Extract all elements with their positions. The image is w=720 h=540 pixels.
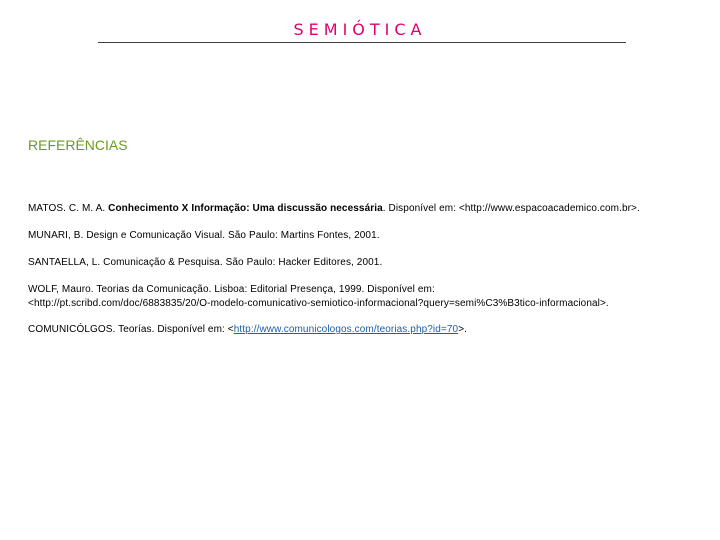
section-heading: REFERÊNCIAS: [28, 137, 128, 153]
reference-comunicologos-end: >.: [458, 324, 468, 335]
reference-comunicologos-link[interactable]: http://www.comunicologos.com/teorias.php?id=70: [233, 324, 459, 335]
reference-comunicologos-text: COMUNICÓLGOS. Teorías. Disponível em: <: [28, 324, 234, 335]
title-divider: [98, 42, 626, 43]
page-title: SEMIÓTICA: [293, 20, 427, 39]
reference-list: [28, 202, 708, 350]
reference-matos-title: Conhecimento X Informação: Uma discussão necessária: [108, 203, 383, 214]
reference-matos-author: MATOS. C. M. A.: [28, 203, 109, 214]
reference-munari: MUNARI, B. Design e Comunicação Visual. São Paulo: Martins Fontes, 2001.: [28, 230, 380, 241]
reference-wolf: [28, 283, 708, 311]
reference-matos: [28, 202, 708, 216]
reference-wolf-line2: <http://pt.scribd.com/doc/6883835/20/O-modelo-comunicativo-semiotico-informacional?query=semi%C3%B3tico-informacional>.: [28, 298, 609, 309]
reference-matos-source: . Disponível em: <http://www.espacoacademico.com.br>.: [382, 203, 640, 214]
reference-wolf-line1: WOLF, Mauro. Teorias da Comunicação. Lisboa: Editorial Presença, 1999. Disponível em:: [28, 284, 435, 295]
reference-santaella: SANTAELLA, L. Comunicação & Pesquisa. São Paulo: Hacker Editores, 2001.: [28, 257, 383, 268]
reference-comunicologos: [28, 323, 708, 337]
